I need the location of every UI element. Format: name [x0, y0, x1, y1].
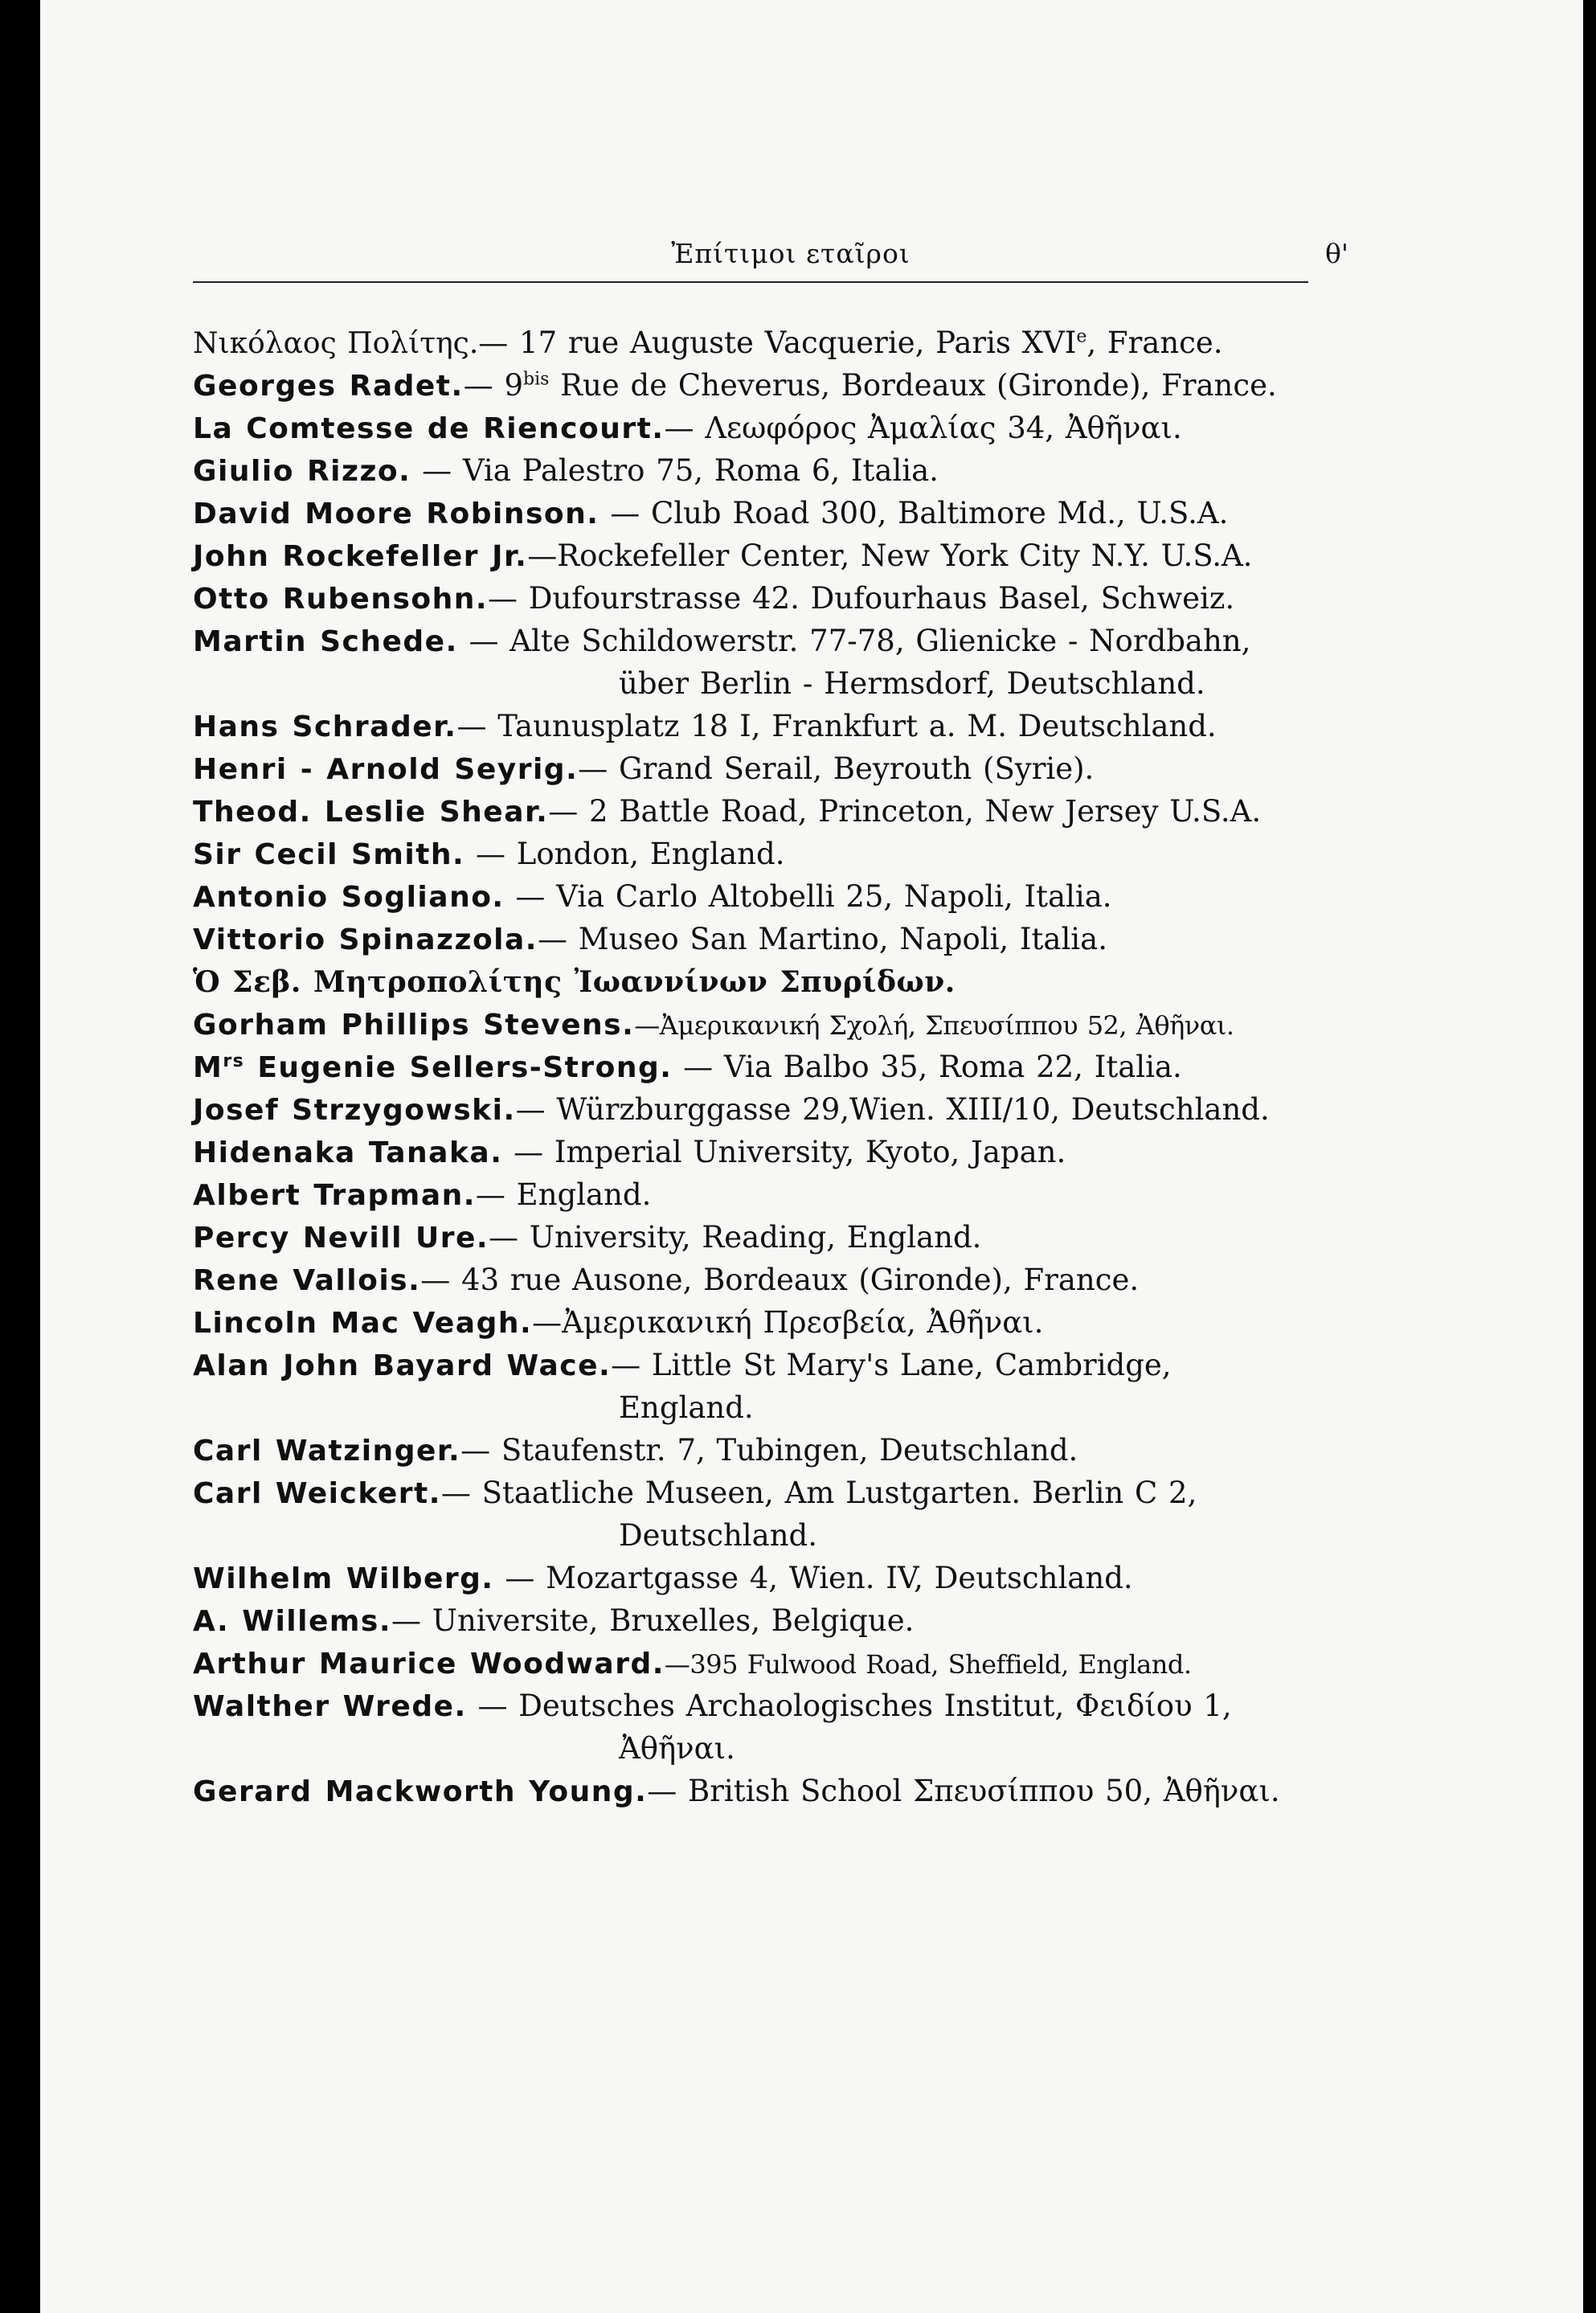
- member-entry: [193, 534, 1318, 577]
- member-address-text: — Little St Mary's Lane, Cambridge,: [611, 1348, 1172, 1382]
- member-entry: [193, 747, 1318, 790]
- member-entry: [193, 1429, 1318, 1472]
- member-name-text: Martin Schede.: [193, 625, 458, 658]
- member-address: [647, 1774, 1279, 1808]
- member-name: [193, 1264, 420, 1297]
- member-name: [193, 583, 488, 616]
- member-name: [193, 1051, 672, 1084]
- member-name-text: Ὁ Σεβ. Μητροπολίτης Ἰωαννίνων Σπυρίδων.: [193, 965, 956, 999]
- member-address-text: — Via Balbo 35, Roma 22, Italia.: [672, 1050, 1182, 1084]
- member-address-text: — Würzburggasse 29,Wien. XIII/10, Deutschland.: [515, 1092, 1270, 1127]
- member-name-text: David Moore Robinson.: [193, 497, 600, 530]
- member-name: [193, 1307, 532, 1340]
- member-name: [193, 881, 505, 914]
- running-title: Ἐπίτιμοι εταῖροι: [671, 238, 911, 269]
- member-name-superscript: rs: [223, 1051, 245, 1071]
- member-name-text: Theod. Leslie Shear.: [193, 796, 549, 829]
- member-name-text: Arthur Maurice Woodward.: [193, 1648, 665, 1681]
- member-address: [505, 879, 1112, 914]
- member-address: [467, 1689, 1232, 1723]
- member-entry: [193, 1685, 1318, 1770]
- member-address: [665, 1649, 1192, 1680]
- member-address-text: — England.: [475, 1177, 652, 1212]
- member-entry: [193, 705, 1318, 747]
- header-rule: [193, 281, 1308, 283]
- entry-line: [193, 1301, 1318, 1344]
- member-address: [548, 794, 1261, 829]
- member-address-text: — British School Σπευσίππου 50, Ἀθῆναι.: [647, 1774, 1280, 1808]
- member-address-text: Rue de Cheverus, Bordeaux (Gironde), France.: [549, 368, 1277, 403]
- member-entry: [193, 492, 1318, 534]
- member-address: [665, 411, 1182, 445]
- member-address-text: — Via Carlo Altobelli 25, Napoli, Italia.: [504, 879, 1112, 914]
- member-entry: [193, 1216, 1318, 1259]
- member-address: [532, 1305, 1043, 1340]
- member-entry: [193, 1088, 1318, 1131]
- entry-line: [193, 1344, 1318, 1386]
- entry-line: [193, 364, 1318, 407]
- member-address-text: — Alte Schildowerstr. 77-78, Glienicke - Nordbahn,: [457, 624, 1251, 658]
- member-address: [464, 368, 1277, 403]
- member-address-text: — 9: [463, 368, 523, 403]
- member-address: [476, 1177, 651, 1212]
- member-address-continuation: Ἀθῆναι.: [619, 1731, 735, 1766]
- member-entry: [193, 1599, 1318, 1642]
- member-name-text: Sir Cecil Smith.: [193, 838, 465, 871]
- member-address: [456, 709, 1216, 743]
- member-name-text: Carl Watzinger.: [193, 1435, 461, 1468]
- member-entry: [193, 1472, 1318, 1557]
- member-address-text: — 43 rue Ausone, Bordeaux (Gironde), France.: [420, 1263, 1140, 1297]
- member-entry: [193, 1046, 1318, 1088]
- entry-line: [193, 1429, 1318, 1472]
- member-address: [458, 624, 1251, 658]
- member-address: [464, 837, 784, 871]
- member-address-continuation: England.: [619, 1390, 754, 1425]
- member-name-text: Νικόλαος Πολίτης.: [193, 327, 479, 360]
- member-name: [193, 1009, 634, 1042]
- member-name-text: Giulio Rizzo.: [193, 455, 411, 488]
- member-name-text: Hidenaka Tanaka.: [193, 1136, 503, 1169]
- page-number: θ': [1325, 238, 1348, 269]
- member-name-text: John Rockefeller Jr.: [193, 540, 528, 573]
- member-name: [193, 838, 464, 871]
- member-name-text: Henri - Arnold Seyrig.: [193, 753, 579, 786]
- member-name: [193, 625, 458, 658]
- member-name: [193, 1775, 647, 1808]
- member-name: [193, 710, 456, 743]
- member-name: [193, 1477, 441, 1510]
- member-address-text: —Ἀμερικανική Σχολή, Σπευσίππου 52, Ἀθῆναι.: [634, 1010, 1234, 1041]
- member-address-continuation: über Berlin - Hermsdorf, Deutschland.: [619, 666, 1205, 701]
- address-superscript: e: [1076, 326, 1087, 347]
- member-name: [193, 753, 578, 786]
- member-address-text: — Staatliche Museen, Am Lustgarten. Berlin C 2,: [440, 1476, 1197, 1510]
- member-name-text: M: [193, 1051, 223, 1084]
- member-entry: [193, 449, 1318, 492]
- member-address-text: — London, England.: [464, 837, 785, 871]
- member-address-text: — 17 rue Auguste Vacquerie, Paris XVI: [478, 325, 1077, 360]
- member-entry: [193, 1344, 1318, 1429]
- member-name-text: Percy Nevill Ure.: [193, 1222, 489, 1255]
- member-address: [611, 1348, 1171, 1382]
- member-address: [502, 1135, 1066, 1169]
- member-name: [193, 327, 478, 360]
- entry-line: [193, 1173, 1318, 1216]
- member-name-text: Eugenie Sellers-Strong.: [244, 1051, 673, 1084]
- member-entry: [193, 1642, 1318, 1685]
- member-address: [578, 751, 1094, 786]
- entry-line: [193, 1216, 1318, 1259]
- member-address: [478, 325, 1222, 360]
- member-address-text: — Mozartgasse 4, Wien. IV, Deutschland.: [493, 1561, 1133, 1595]
- member-name: [193, 1435, 460, 1468]
- member-entry: [193, 1557, 1318, 1599]
- entry-line: [193, 960, 1318, 1003]
- member-entry: [193, 790, 1318, 833]
- member-entry: [193, 833, 1318, 875]
- entry-line: [193, 1046, 1318, 1088]
- member-address-text: — University, Reading, England.: [489, 1220, 982, 1255]
- member-address: [527, 538, 1252, 573]
- member-name-text: Lincoln Mac Veagh.: [193, 1307, 533, 1340]
- member-name-text: Walther Wrede.: [193, 1690, 467, 1723]
- member-name: [193, 1222, 489, 1255]
- entry-line: [193, 492, 1318, 534]
- member-entry: [193, 918, 1318, 960]
- member-entry: [193, 364, 1318, 407]
- member-address-text: —395 Fulwood Road, Sheffield, England.: [664, 1649, 1192, 1680]
- member-address-continuation: Deutschland.: [619, 1518, 817, 1553]
- member-address-text: — Universite, Bruxelles, Belgique.: [391, 1603, 915, 1638]
- member-name-text: A. Willems.: [193, 1605, 391, 1638]
- member-address: [441, 1476, 1197, 1510]
- entry-line: [193, 1131, 1318, 1173]
- member-address-text: — Dufourstrasse 42. Dufourhaus Basel, Schweiz.: [488, 581, 1235, 616]
- entry-line: [193, 407, 1318, 449]
- member-name-text: Albert Trapman.: [193, 1179, 476, 1212]
- member-entry: [193, 1301, 1318, 1344]
- member-name: [193, 1562, 494, 1595]
- entry-line: [193, 747, 1318, 790]
- member-name: [193, 497, 599, 530]
- member-name-text: Antonio Sogliano.: [193, 881, 505, 914]
- member-address: [494, 1561, 1133, 1595]
- entry-line: [193, 1003, 1318, 1046]
- entry-line: [193, 1770, 1318, 1812]
- member-name: [193, 1648, 665, 1681]
- member-name-text: Vittorio Spinazzola.: [193, 923, 538, 956]
- entry-line: [193, 918, 1318, 960]
- member-address: [460, 1433, 1078, 1468]
- member-address-text: — 2 Battle Road, Princeton, New Jersey U.S.A.: [548, 794, 1262, 829]
- member-address-text: — Grand Serail, Beyrouth (Syrie).: [578, 751, 1095, 786]
- entry-line: [193, 620, 1318, 662]
- member-entry: [193, 1003, 1318, 1046]
- member-name-text: Alan John Bayard Wace.: [193, 1349, 612, 1382]
- member-address-text: —Ἀμερικανική Πρεσβεία, Ἀθῆναι.: [532, 1305, 1044, 1340]
- member-name-text: Gerard Mackworth Young.: [193, 1775, 648, 1808]
- member-entry: [193, 1173, 1318, 1216]
- entry-line: [193, 1088, 1318, 1131]
- entry-line: [193, 790, 1318, 833]
- member-address-text: — Λεωφόρος Ἀμαλίας 34, Ἀθῆναι.: [664, 411, 1182, 445]
- member-address: [538, 922, 1107, 956]
- member-name: [193, 1094, 516, 1127]
- member-entry: [193, 321, 1318, 364]
- member-address: [488, 581, 1234, 616]
- member-address: [599, 496, 1228, 530]
- member-name-text: La Comtesse de Riencourt.: [193, 412, 665, 445]
- member-name: [193, 412, 665, 445]
- member-name-text: Rene Vallois.: [193, 1264, 421, 1297]
- member-name: [193, 455, 411, 488]
- member-name: [193, 965, 956, 999]
- member-name: [193, 923, 538, 956]
- member-address-text: — Staufenstr. 7, Tubingen, Deutschland.: [460, 1433, 1078, 1468]
- member-name: [193, 540, 527, 573]
- member-name: [193, 1349, 611, 1382]
- member-name-text: Josef Strzygowski.: [193, 1094, 516, 1127]
- member-list: [193, 321, 1318, 1812]
- member-entry: [193, 620, 1318, 705]
- entry-line: [193, 875, 1318, 918]
- member-entry: [193, 577, 1318, 620]
- member-address-text: — Imperial University, Kyoto, Japan.: [502, 1135, 1066, 1169]
- member-entry: [193, 875, 1318, 918]
- member-name: [193, 1136, 502, 1169]
- member-address-text: — Taunusplatz 18 I, Frankfurt a. M. Deutschland.: [456, 709, 1217, 743]
- member-entry: [193, 1259, 1318, 1301]
- member-entry: [193, 1131, 1318, 1173]
- member-entry: [193, 1770, 1318, 1812]
- entry-line: [193, 833, 1318, 875]
- member-name: [193, 370, 464, 403]
- entry-line: [193, 534, 1318, 577]
- entry-line: [193, 705, 1318, 747]
- member-address-text: —Rockefeller Center, New York City N.Y. U.S.A.: [527, 538, 1253, 573]
- member-address-text: — Deutsches Archaologisches Institut, Φειδίου 1,: [466, 1689, 1232, 1723]
- member-name: [193, 1179, 476, 1212]
- entry-line: [193, 449, 1318, 492]
- address-superscript: bis: [523, 369, 550, 390]
- entry-line: [193, 1599, 1318, 1642]
- member-entry: [193, 960, 1318, 1003]
- member-name: [193, 1690, 467, 1723]
- member-address-text: — Via Palestro 75, Roma 6, Italia.: [411, 453, 939, 488]
- member-address: [672, 1050, 1181, 1084]
- member-address: [420, 1263, 1139, 1297]
- entry-line: [193, 1472, 1318, 1514]
- member-address: [489, 1220, 981, 1255]
- member-name-text: Gorham Phillips Stevens.: [193, 1009, 635, 1042]
- member-address: [411, 453, 939, 488]
- member-name-text: Carl Weickert.: [193, 1477, 441, 1510]
- entry-line: [193, 321, 1318, 364]
- entry-line: [193, 577, 1318, 620]
- member-name-text: Wilhelm Wilberg.: [193, 1562, 494, 1595]
- entry-line: [193, 1259, 1318, 1301]
- member-name-text: Hans Schrader.: [193, 710, 457, 743]
- entry-line: [193, 1642, 1318, 1685]
- member-address: [516, 1092, 1270, 1127]
- member-entry: [193, 407, 1318, 449]
- member-address-text: — Club Road 300, Baltimore Md., U.S.A.: [599, 496, 1229, 530]
- member-name: [193, 796, 548, 829]
- member-address-text: — Museo San Martino, Napoli, Italia.: [537, 922, 1107, 956]
- member-name: [193, 1605, 391, 1638]
- member-address-text: , France.: [1087, 325, 1223, 360]
- member-name-text: Otto Rubensohn.: [193, 583, 489, 616]
- member-address: [391, 1603, 914, 1638]
- entry-line: [193, 1685, 1318, 1727]
- member-address: [634, 1010, 1234, 1041]
- running-head: [233, 238, 1348, 278]
- entry-line: [193, 1557, 1318, 1599]
- member-name-text: Georges Radet.: [193, 370, 464, 403]
